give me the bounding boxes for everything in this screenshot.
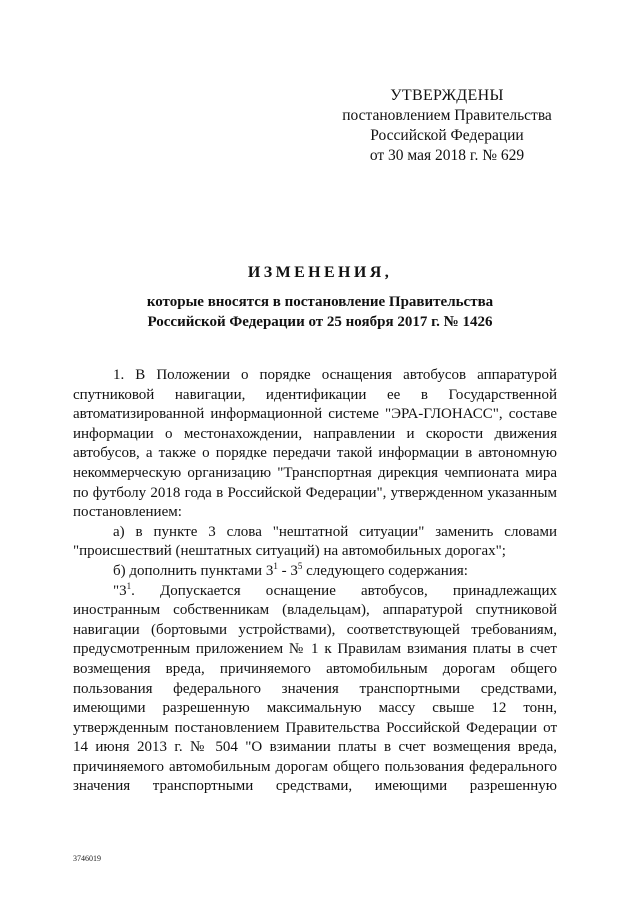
paragraph-3-text-b: - 3 [277, 562, 298, 579]
superscript: 5 [297, 560, 303, 571]
approval-heading: УТВЕРЖДЕНЫ [390, 87, 504, 104]
paragraph-3 [73, 562, 557, 582]
document-subtitle [0, 292, 640, 332]
document-code: 3746019 [73, 854, 101, 863]
approval-line-1: постановлением Правительства [342, 107, 552, 124]
document-body [73, 366, 557, 797]
approval-line-2: Российской Федерации [370, 127, 524, 144]
document-title: ИЗМЕНЕНИЯ, [247, 264, 393, 281]
paragraph-4-text-b: . Допускается оснащение автобусов, принадлежащих иностранным собственникам (владельцам), аппаратурой спутниковой навигации (бортовыми устройствами), соответствующей требованиям, предусмотренным приложением № 1 к Правилам взимания платы в счет возмещения вреда, причиняемого автомобильным дорогам общего пользования федерального значения транспортными средствами, имеющими разрешенную максимальную массу свыше 12 тонн, утвержденным постановлением Правительства Российской Федерации от 14 июня 2013 г. № 504 "О взимании платы в счет возмещения вреда, причиняемого автомобильным дорогам общего пользования федерального значения транспортными средствами, имеющими разрешенную [73, 582, 557, 795]
superscript: 1 [126, 580, 132, 591]
paragraph-2: а) в пункте 3 слова "нештатной ситуации" заменить словами "происшествий (нештатных ситуаций) на автомобильных дорогах"; [73, 523, 557, 560]
paragraph-4 [73, 582, 557, 798]
subtitle-line-1: которые вносятся в постановление Правительства [146, 294, 494, 310]
approval-block [338, 86, 556, 166]
subtitle-line-2: Российской Федерации от 25 ноября 2017 г. № 1426 [147, 314, 493, 330]
paragraph-3-text-a: б) дополнить пунктами 3 [113, 562, 274, 579]
superscript: 1 [273, 560, 278, 571]
paragraph-3-text-c: следующего содержания: [302, 562, 468, 579]
paragraph-4-text-a: "3 [113, 582, 127, 599]
approval-line-3: от 30 мая 2018 г. № 629 [369, 147, 525, 164]
paragraph-1: 1. В Положении о порядке оснащения автобусов аппаратурой спутниковой навигации, идентификации ее в Государственной автоматизированной информационной системе "ЭРА-ГЛОНАСС", составе информации о местонахождении, направлении и скорости движения автобусов, а также о порядке передачи такой информации в автономную некоммерческую организацию "Транспортная дирекция чемпионата мира по футболу 2018 года в Российской Федерации", утвержденном указанным постановлением: [73, 367, 557, 521]
